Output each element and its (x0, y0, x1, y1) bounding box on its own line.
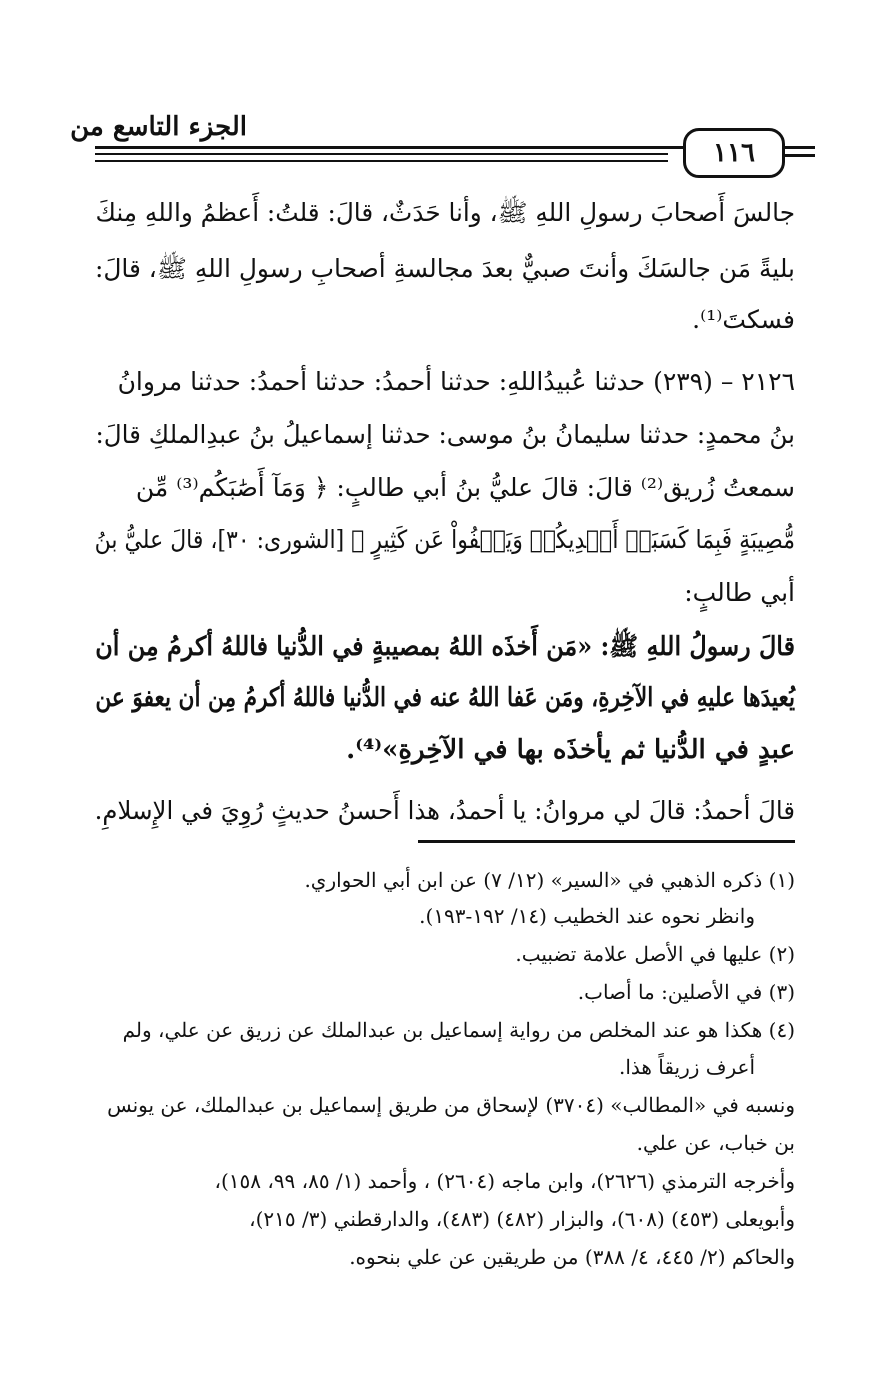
footnote-line: ونسبه في «المطالب» (٣٧٠٤) لإسحاق من طريق إسماعيل بن عبدالملك، عن يونس (107, 1093, 795, 1117)
footnote-line: (١) ذكره الذهبي في «السير» (١٢/ ٧) عن ابن أبي الحواري. (304, 868, 795, 892)
page-number-connector-left (668, 146, 684, 149)
footnote-line: والحاكم (٢/ ٤٤٥، ٤/ ٣٨٨) من طريقين عن علي بنحوه. (349, 1245, 795, 1269)
footnote-line: (٣) في الأصلين: ما أصاب. (577, 980, 795, 1004)
hadith-chain-line: ٢١٢٦ – (٢٣٩) حدثنا عُبيدُاللهِ: حدثنا أحمدُ: حدثنا أحمدُ: حدثنا مروانُ (117, 367, 795, 396)
footnote-line: وانظر نحوه عند الخطيب (١٤/ ١٩٢-١٩٣). (419, 904, 755, 928)
hadith-chain-line: سمعتُ زُريق⁽²⁾ قالَ: قالَ عليُّ بنُ أبي طالبٍ: ﴿ وَمَآ أَصَٰبَكُم⁽³⁾ مِّن (135, 473, 795, 502)
footnote-line: وأبويعلى (٤٥٣) (٦٠٨)، والبزار (٤٨٢) (٤٨٣)، والدارقطني (٣/ ٢١٥)، (249, 1207, 795, 1231)
footnote-line: (٤) هكذا هو عند المخلص من رواية إسماعيل بن عبدالملك عن زريق عن علي، ولم (122, 1018, 795, 1042)
page-number: ١١٦ (683, 128, 785, 178)
body-line: جالسَ أَصحابَ رسولِ اللهِ ﷺ، وأنا حَدَثٌ، قالَ: قلتُ: أَعظمُ واللهِ مِنكَ (95, 198, 795, 227)
hadith-chain-line: بنُ محمدٍ: حدثنا سليمانُ بنُ موسى: حدثنا إسماعيلُ بنُ عبدِالملكِ قالَ: (95, 420, 796, 449)
body-line: بليةً مَن جالسَكَ وأنتَ صبيٌّ بعدَ مجالسةِ أصحابِ رسولِ اللهِ ﷺ، قالَ: (94, 254, 796, 283)
header-rule-bottom (95, 160, 668, 162)
footnote-line: وأخرجه الترمذي (٢٦٢٦)، وابن ماجه (٢٦٠٤) ، وأحمد (١/ ٨٥، ٩٩، ١٥٨)، (214, 1169, 795, 1193)
running-header-title: الجزء التاسع من (70, 112, 247, 142)
quran-verse-line: مُّصِيبَةٍ فَبِمَا كَسَبَتۡ أَيۡدِيكُمۡ وَيَعۡفُواْ عَن كَثِيرٍ ﴾ [الشورى: ٣٠]، قالَ عليُّ بنُ (94, 525, 796, 554)
body-line: أبي طالبٍ: (684, 578, 795, 607)
hadith-text-line: يُعيدَها عليهِ في الآخِرةِ، ومَن عَفا اللهُ عنه في الدُّنيا فاللهُ أكرمُ مِن أن يعفوَ عن (95, 683, 795, 713)
body-line: قالَ أحمدُ: قالَ لي مروانُ: يا أحمدُ، هذا أَحسنُ حديثٍ رُوِيَ في الإِسلامِ. (94, 796, 795, 825)
hadith-text-line: قالَ رسولُ اللهِ ﷺ: «مَن أَخذَه اللهُ بمصيبةٍ في الدُّنيا فاللهُ أكرمُ مِن أن (95, 632, 795, 662)
footnote-line: بن خباب، عن علي. (636, 1131, 795, 1155)
footnote-separator (418, 840, 795, 843)
footnote-line: (٢) عليها في الأصل علامة تضبيب. (515, 942, 795, 966)
footnote-line: أعرف زريقاً هذا. (618, 1055, 755, 1079)
header-rule-top (95, 146, 668, 149)
header-rule-middle (95, 153, 668, 155)
hadith-text-line: عبدٍ في الدُّنيا ثم يأخذَه بها في الآخِرةِ»⁽⁴⁾. (346, 735, 795, 765)
body-line: فسكتَ⁽¹⁾. (692, 305, 795, 334)
